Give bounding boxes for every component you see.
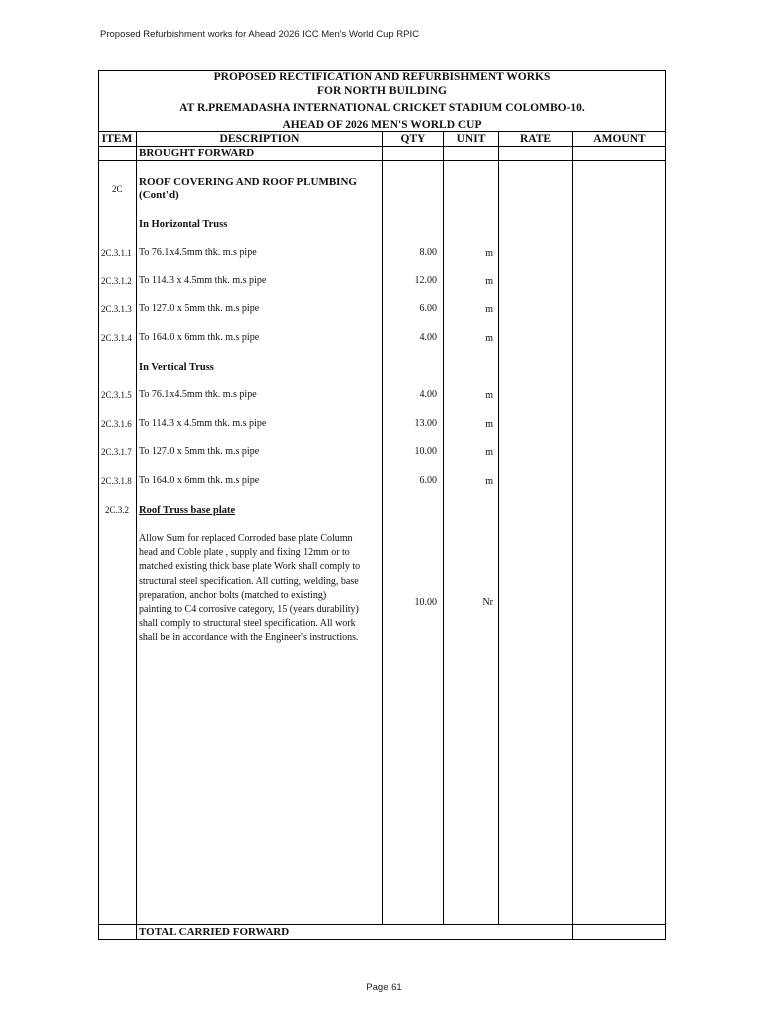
row-description: To 76.1x4.5mm thk. m.s pipe bbox=[139, 247, 257, 258]
row-description: To 164.0 x 6mm thk. m.s pipe bbox=[139, 475, 260, 486]
base-plate-line: shall be in accordance with the Engineer's instructions. bbox=[139, 632, 359, 644]
row-unit: m bbox=[485, 333, 493, 344]
title-line-4: AHEAD OF 2026 MEN'S WORLD CUP bbox=[282, 119, 482, 131]
row-unit: m bbox=[485, 447, 493, 458]
col-header-amount: AMOUNT bbox=[593, 133, 646, 145]
base-plate-qty: 10.00 bbox=[414, 597, 437, 608]
row-qty: 10.00 bbox=[414, 446, 437, 457]
section-title: ROOF COVERING AND ROOF PLUMBING bbox=[139, 176, 357, 188]
row-description: To 164.0 x 6mm thk. m.s pipe bbox=[139, 332, 260, 343]
col-header-description: DESCRIPTION bbox=[219, 133, 300, 145]
vertical-truss-heading: In Vertical Truss bbox=[139, 362, 214, 373]
base-plate-unit: Nr bbox=[482, 597, 493, 608]
title-line-1: PROPOSED RECTIFICATION AND REFURBISHMENT WORKS bbox=[213, 71, 551, 83]
base-plate-heading: Roof Truss base plate bbox=[139, 505, 236, 516]
row-qty: 12.00 bbox=[414, 275, 437, 286]
row-unit: m bbox=[485, 248, 493, 259]
row-description: To 114.3 x 4.5mm thk. m.s pipe bbox=[139, 418, 267, 429]
base-plate-item-code: 2C.3.2 bbox=[105, 505, 130, 515]
section-title-cont: (Cont'd) bbox=[139, 189, 179, 201]
row-item-code: 2C.3.1.6 bbox=[101, 419, 132, 429]
base-plate-line: shall comply to structural steel specification. All work bbox=[139, 618, 356, 630]
row-item-code: 2C.3.1.8 bbox=[101, 476, 132, 486]
row-qty: 13.00 bbox=[414, 418, 437, 429]
row-item-code: 2C.3.1.3 bbox=[101, 304, 132, 314]
base-plate-description bbox=[139, 532, 382, 646]
row-qty: 4.00 bbox=[419, 332, 437, 343]
rate-col-divider bbox=[572, 131, 573, 940]
col-header-unit: UNIT bbox=[456, 133, 486, 145]
base-plate-line: structural steel specification. All cutting, welding, base bbox=[139, 575, 359, 587]
title-line-2: FOR NORTH BUILDING bbox=[317, 85, 447, 97]
title-line-3: AT R.PREMADASHA INTERNATIONAL CRICKET STADIUM COLOMBO-10. bbox=[179, 102, 585, 114]
row-item-code: 2C.3.1.7 bbox=[101, 447, 132, 457]
row-description: To 127.0 x 5mm thk. m.s pipe bbox=[139, 303, 260, 314]
col-header-item: ITEM bbox=[101, 133, 133, 145]
row-qty: 4.00 bbox=[419, 389, 437, 400]
amount-col-right-mark-2 bbox=[665, 388, 666, 518]
row-item-code: 2C.3.1.2 bbox=[101, 276, 132, 286]
base-plate-line: painting to C4 corrosive category, 15 (years durability) bbox=[139, 604, 359, 616]
row-qty: 6.00 bbox=[419, 303, 437, 314]
brought-forward-label: BROUGHT FORWARD bbox=[139, 147, 255, 159]
row-item-code: 2C.3.1.4 bbox=[101, 333, 132, 343]
col-header-qty: QTY bbox=[400, 133, 426, 145]
row-unit: m bbox=[485, 304, 493, 315]
col-header-rate: RATE bbox=[519, 133, 552, 145]
row-qty: 8.00 bbox=[419, 247, 437, 258]
row-item-code: 2C.3.1.1 bbox=[101, 248, 132, 258]
row-description: To 76.1x4.5mm thk. m.s pipe bbox=[139, 389, 257, 400]
row-unit: m bbox=[485, 419, 493, 430]
row-qty: 6.00 bbox=[419, 475, 437, 486]
base-plate-line: matched existing thick base plate Work shall comply to bbox=[139, 561, 361, 573]
row-unit: m bbox=[485, 390, 493, 401]
row-unit: m bbox=[485, 476, 493, 487]
total-carried-forward-label: TOTAL CARRIED FORWARD bbox=[139, 926, 290, 938]
page-footer: Page 61 bbox=[366, 982, 402, 993]
horizontal-truss-heading: In Horizontal Truss bbox=[139, 219, 228, 230]
base-plate-line: Allow Sum for replaced Corroded base plate Column bbox=[139, 533, 353, 544]
row-description: To 114.3 x 4.5mm thk. m.s pipe bbox=[139, 275, 267, 286]
row-description: To 127.0 x 5mm thk. m.s pipe bbox=[139, 446, 260, 457]
base-plate-line: head and Coble plate , supply and fixing 12mm or to bbox=[139, 547, 350, 559]
base-plate-line: preparation, anchor bolts (matched to existing) bbox=[139, 589, 327, 601]
section-code: 2C bbox=[112, 184, 123, 194]
row-unit: m bbox=[485, 276, 493, 287]
unit-col-divider bbox=[498, 131, 499, 925]
page-header: Proposed Refurbishment works for Ahead 2026 ICC Men's World Cup RPIC bbox=[100, 29, 419, 40]
amount-col-right-mark-1 bbox=[665, 174, 666, 374]
row-item-code: 2C.3.1.5 bbox=[101, 390, 132, 400]
